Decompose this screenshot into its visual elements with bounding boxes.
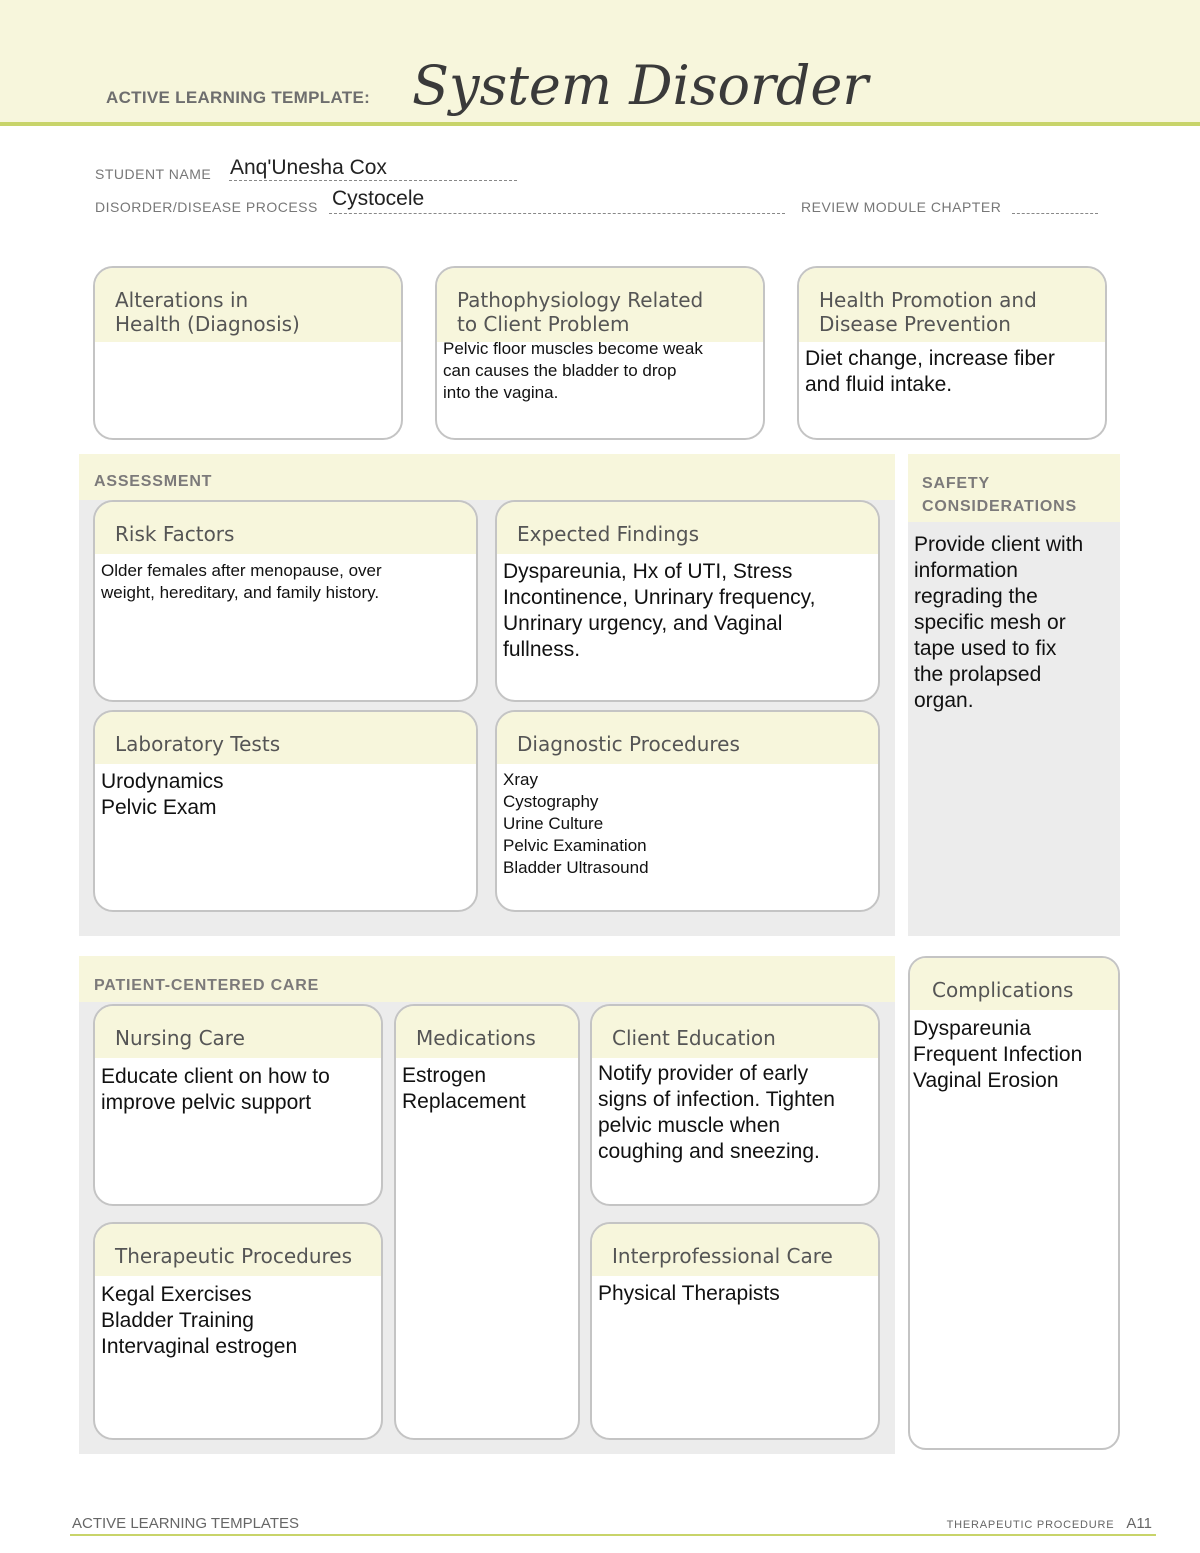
assessment-label: ASSESSMENT [94,473,213,490]
health-promotion-box [797,266,1107,440]
diagnostic-procedures-body[interactable]: Xray Cystography Urine Culture Pelvic Examination Bladder Ultrasound [503,770,649,877]
safety-body[interactable]: Provide client with information regrading the specific mesh or tape used to fix the prolapsed organ. [914,533,1084,712]
pathophysiology-body[interactable]: Pelvic floor muscles become weak can causes the bladder to drop into the vagina. [443,339,703,402]
template-label: ACTIVE LEARNING TEMPLATE: [106,88,371,107]
chapter-underline[interactable] [1012,213,1098,214]
footer-divider [70,1534,1156,1536]
chapter-label: REVIEW MODULE CHAPTER [801,199,1002,215]
interprofessional-care-box [590,1222,880,1440]
template-title: System Disorder [412,54,869,117]
laboratory-tests-body[interactable]: Urodynamics Pelvic Exam [101,770,224,819]
footer-page-number: A11 [1126,1515,1152,1532]
complications-body[interactable]: Dyspareunia Frequent Infection Vaginal Erosion [913,1017,1083,1092]
complications-box [908,956,1120,1450]
pathophysiology-title: Pathophysiology Related to Client Problem [437,268,763,342]
medications-box [394,1004,580,1440]
expected-findings-body[interactable]: Dyspareunia, Hx of UTI, Stress Incontinence, Unrinary frequency, Unrinary urgency, and Vaginal fullness. [503,560,816,661]
footer-left-label: ACTIVE LEARNING TEMPLATES [72,1515,299,1532]
disorder-value[interactable]: Cystocele [332,187,425,210]
student-name-label: STUDENT NAME [95,166,212,182]
client-education-title: Client Education [592,1006,878,1058]
header-divider [0,122,1200,126]
risk-factors-box [93,500,478,702]
therapeutic-procedures-title: Therapeutic Procedures [95,1224,381,1276]
diagnostic-procedures-title: Diagnostic Procedures [497,712,878,764]
alterations-body[interactable] [95,342,401,350]
risk-factors-body[interactable]: Older females after menopause, over weight, hereditary, and family history. [101,561,382,602]
alterations-title: Alterations in Health (Diagnosis) [95,268,401,342]
interprofessional-care-body[interactable]: Physical Therapists [598,1282,780,1305]
pathophysiology-box [435,266,765,440]
student-name-value[interactable]: Anq'Unesha Cox [230,156,387,179]
expected-findings-box [495,500,880,702]
safety-title: SAFETY CONSIDERATIONS [922,475,1077,515]
expected-findings-title: Expected Findings [497,502,878,554]
laboratory-tests-box [93,710,478,912]
therapeutic-procedures-body[interactable]: Kegal Exercises Bladder Training Intervaginal estrogen [101,1283,298,1358]
health-promotion-body[interactable]: Diet change, increase fiber and fluid intake. [805,347,1055,396]
footer-right [947,1515,1152,1532]
complications-title: Complications [910,958,1118,1010]
disorder-label: DISORDER/DISEASE PROCESS [95,199,318,215]
nursing-care-body[interactable]: Educate client on how to improve pelvic support [101,1065,330,1114]
interprofessional-care-title: Interprofessional Care [592,1224,878,1276]
nursing-care-box [93,1004,383,1206]
student-name-underline [229,180,517,181]
diagnostic-procedures-box [495,710,880,912]
risk-factors-title: Risk Factors [95,502,476,554]
laboratory-tests-title: Laboratory Tests [95,712,476,764]
medications-body[interactable]: Estrogen Replacement [402,1064,526,1113]
client-education-box [590,1004,880,1206]
health-promotion-title: Health Promotion and Disease Prevention [799,268,1105,342]
nursing-care-title: Nursing Care [95,1006,381,1058]
disorder-underline [329,213,785,214]
therapeutic-procedures-box [93,1222,383,1440]
patient-care-label: PATIENT-CENTERED CARE [94,977,320,994]
client-education-body[interactable]: Notify provider of early signs of infection. Tighten pelvic muscle when coughing and sneezing. [598,1062,835,1163]
medications-title: Medications [396,1006,578,1058]
alterations-box [93,266,403,440]
footer-section-label: THERAPEUTIC PROCEDURE [946,1519,1115,1531]
